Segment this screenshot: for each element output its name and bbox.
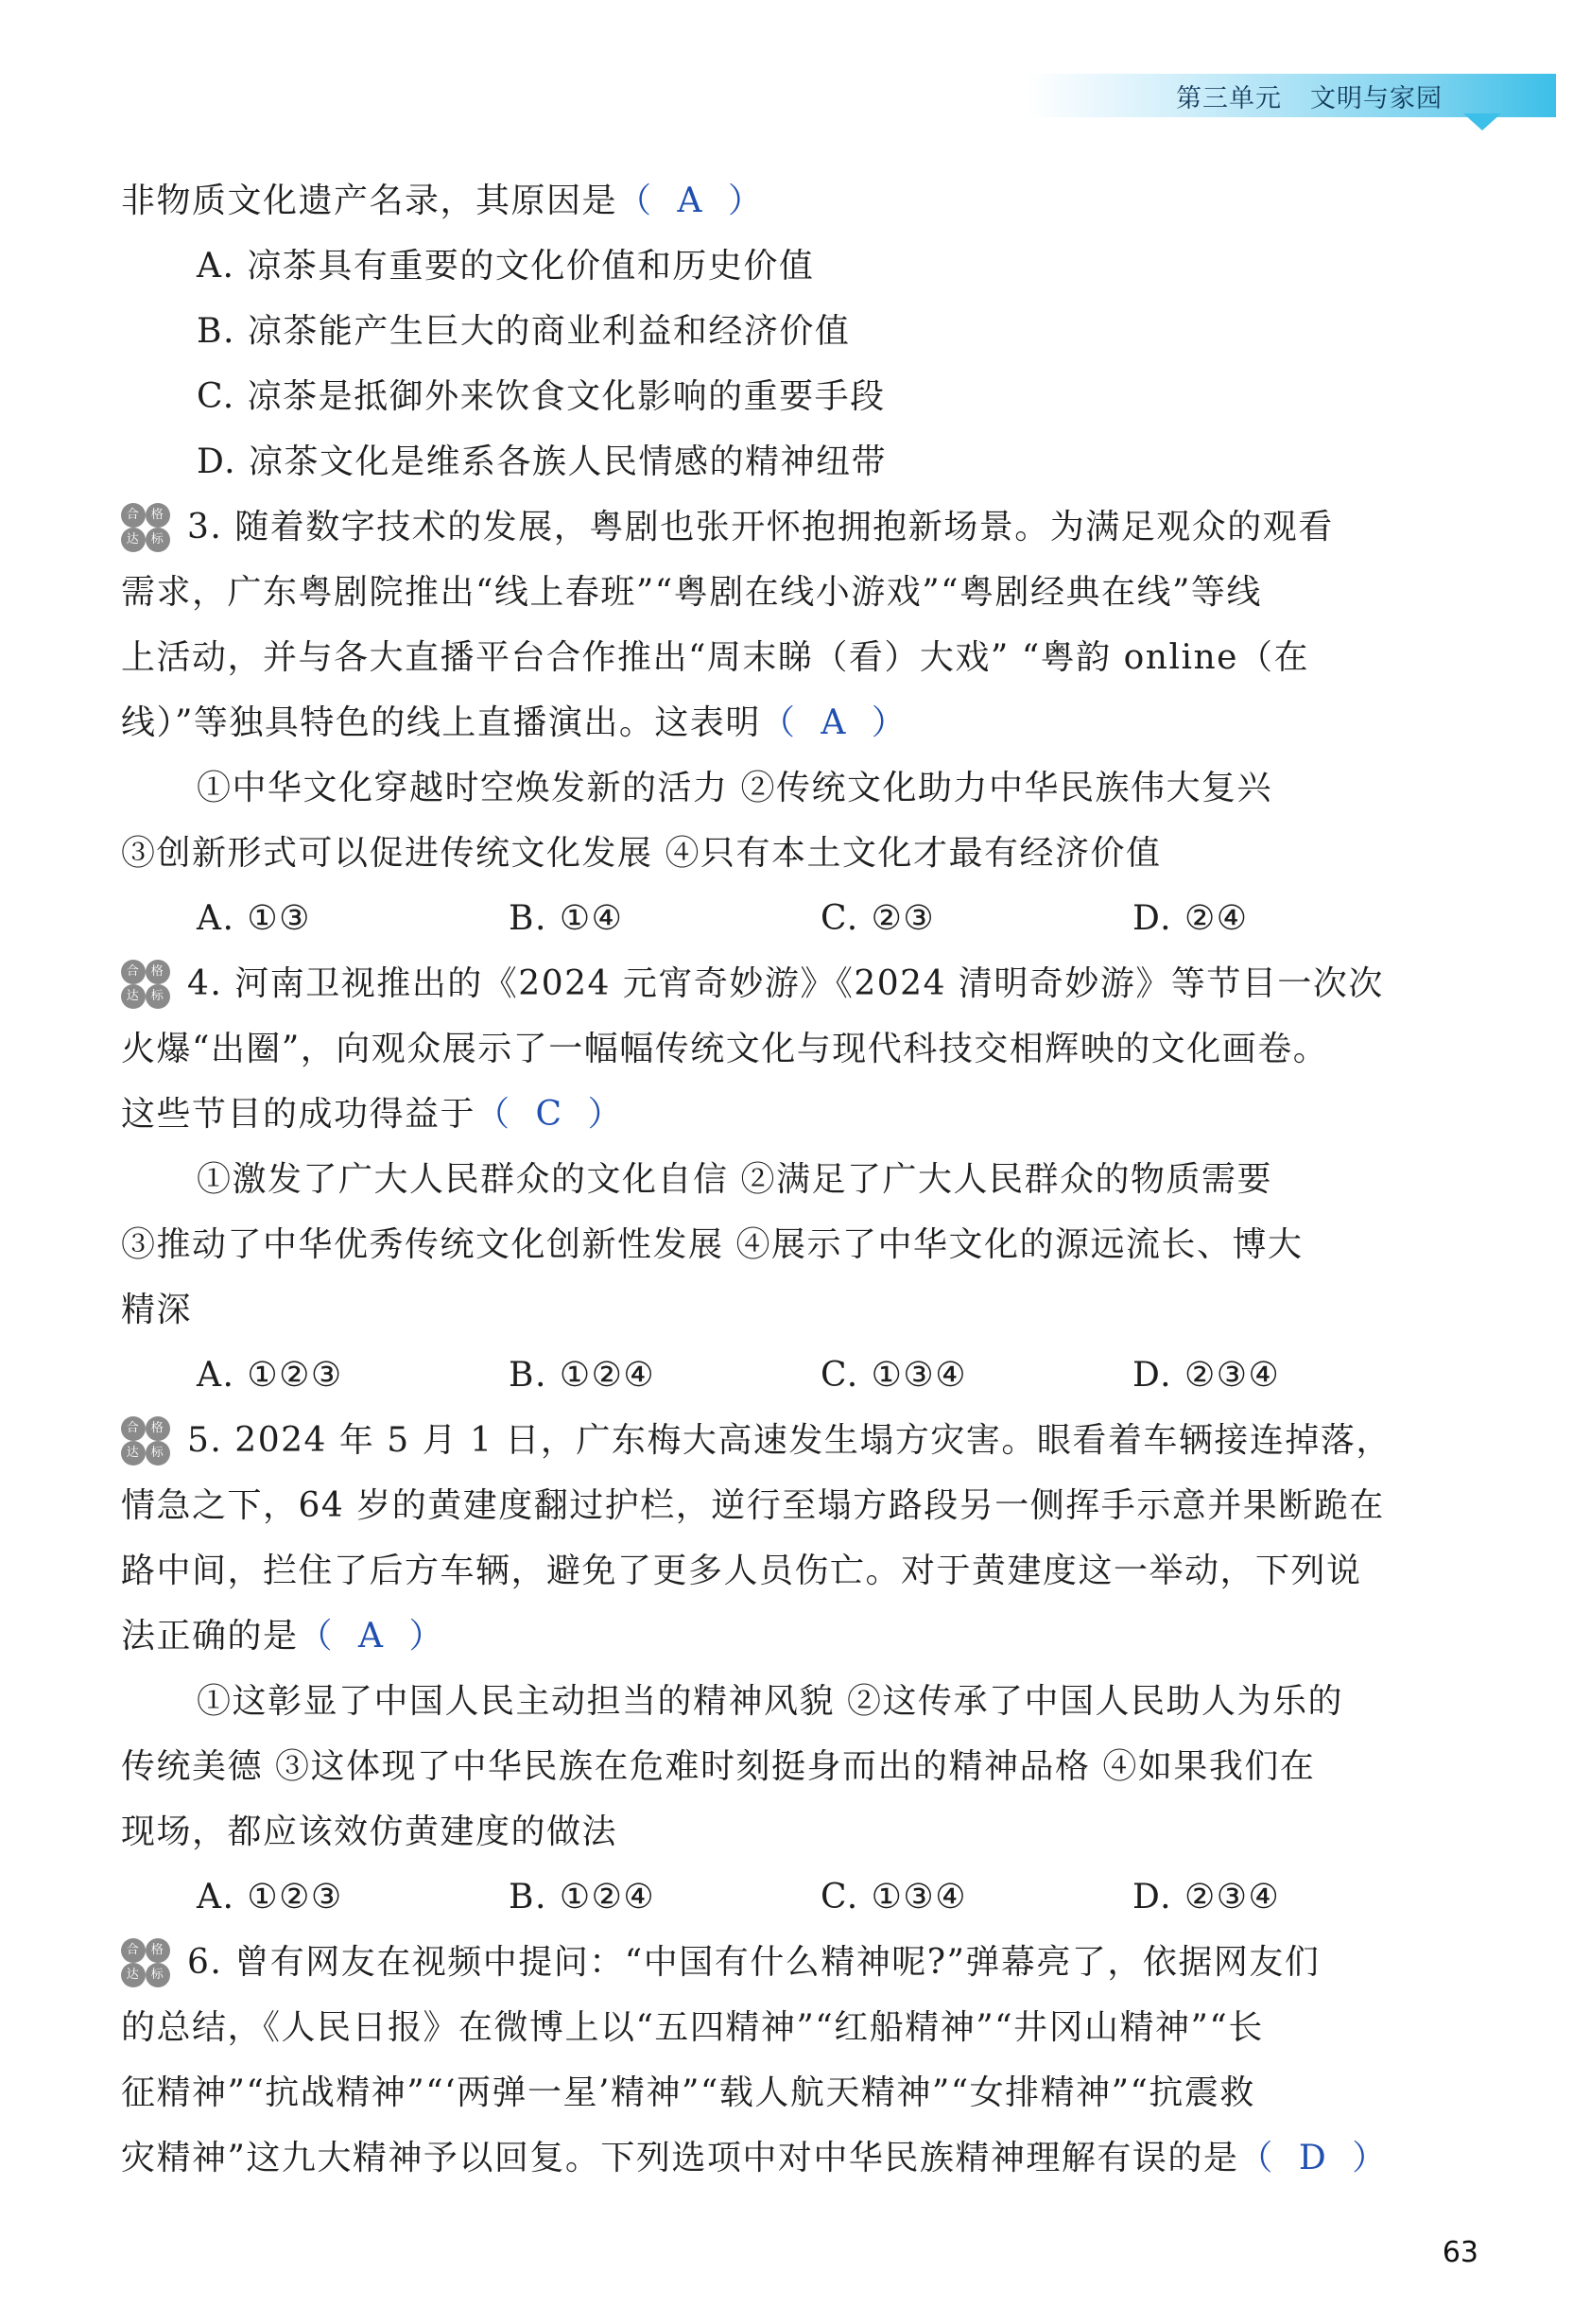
- q6-stem-line-4: [121, 2125, 1444, 2191]
- q5-choices: [121, 1864, 1444, 1930]
- q3-choice-c: C. ②③: [821, 899, 936, 938]
- q5-stem-text-end: 法正确的是: [121, 1617, 299, 1656]
- q3-statement-line-2: ③创新形式可以促进传统文化发展 ④只有本土文化才最有经济价值: [121, 834, 1162, 873]
- qualified-badge-icon: 合 格 达 标: [121, 960, 180, 1009]
- exercise-content: [121, 168, 1444, 2191]
- q5-stem-line-3: 路中间，拦住了后方车辆，避免了更多人员伤亡。对于黄建度这一举动，下列说: [121, 1552, 1362, 1590]
- q4-stem-text-end: 这些节目的成功得益于: [121, 1095, 476, 1134]
- q3-stem-line-4: [121, 690, 1444, 755]
- q5-answer-letter: A: [358, 1617, 385, 1656]
- q4-choice-b: B. ①②④: [509, 1356, 656, 1395]
- q5-stem-line-1: [121, 1408, 1444, 1473]
- q6-stem-line-2: 的总结，《人民日报》在微博上以“五四精神”“红船精神”“井冈山精神”“长: [121, 2008, 1264, 2047]
- q2-option-d: D. 凉茶文化是维系各族人民情感的精神纽带: [197, 442, 887, 481]
- q3-stem-line-1: [121, 494, 1444, 560]
- q5-statement-line-2: 传统美德 ③这体现了中华民族在危难时刻挺身而出的精神品格 ④如果我们在: [121, 1747, 1316, 1786]
- q4-choice-d: D. ②③④: [1132, 1356, 1281, 1395]
- q6-stem-line-1: [121, 1930, 1444, 1995]
- q3-statement-line-1: ①中华文化穿越时空焕发新的活力 ②传统文化助力中华民族伟大复兴: [197, 769, 1272, 807]
- q5-stem-text: 5. 2024 年 5 月 1 日，广东梅大高速发生塌方灾害。眼看着车辆接连掉落，: [187, 1421, 1391, 1460]
- q4-choices: [121, 1343, 1444, 1408]
- q2-answer-letter: A: [677, 182, 704, 220]
- q6-stem-text-end: 灾精神”这九大精神予以回复。下列选项中对中华民族精神理解有误的是: [121, 2139, 1239, 2177]
- header-ribbon: [1027, 74, 1556, 117]
- q4-stem-line-3: [121, 1082, 1444, 1147]
- q2-stem: [121, 168, 1444, 234]
- q5-stem-line-2: 情急之下，64 岁的黄建度翻过护栏，逆行至塌方路段另一侧挥手示意并果断跪在: [121, 1486, 1385, 1525]
- unit-title: 文明与家园: [1310, 83, 1443, 113]
- q3-stem-line-2: 需求，广东粤剧院推出“线上春班”“粤剧在线小游戏”“粤剧经典在线”等线: [121, 573, 1262, 612]
- q3-answer-letter: A: [821, 703, 847, 742]
- qualified-badge-icon: 合 格 达 标: [121, 1938, 180, 1987]
- q3-choice-b: B. ①④: [509, 899, 624, 938]
- q5-choice-a: A. ①②③: [197, 1878, 343, 1916]
- qualified-badge-icon: 合 格 达 标: [121, 1416, 180, 1466]
- q2-answer: （ A ）: [617, 182, 764, 220]
- q4-stem-line-1: [121, 951, 1444, 1016]
- q6-stem-text: 6. 曾有网友在视频中提问：“中国有什么精神呢?”弹幕亮了，依据网友们: [187, 1943, 1321, 1982]
- q5-choice-c: C. ①③④: [821, 1878, 967, 1916]
- q3-choice-d: D. ②④: [1132, 899, 1249, 938]
- q4-choice-c: C. ①③④: [821, 1356, 967, 1395]
- q5-statement-line-3: 现场，都应该效仿黄建度的做法: [121, 1812, 618, 1851]
- q4-stem-text: 4. 河南卫视推出的《2024 元宵奇妙游》《2024 清明奇妙游》等节目一次次: [187, 964, 1384, 1003]
- page-number: 63: [1442, 2236, 1478, 2269]
- q6-answer-letter: D: [1298, 2139, 1328, 2177]
- q5-answer: （ A ）: [299, 1617, 445, 1656]
- q4-answer: （ C ）: [475, 1095, 623, 1134]
- q5-stem-line-4: [121, 1604, 1444, 1669]
- q3-stem-line-3: 上活动，并与各大直播平台合作推出“周末睇（看）大戏” “粤韵 online（在: [121, 638, 1309, 677]
- q4-stem-line-2: 火爆“出圈”，向观众展示了一幅幅传统文化与现代科技交相辉映的文化画卷。: [121, 1030, 1329, 1068]
- q3-choices: [121, 886, 1444, 951]
- q6-stem-line-3: 征精神”“抗战精神”“‘两弹一星’精神”“载人航天精神”“女排精神”“抗震救: [121, 2073, 1255, 2112]
- q3-stem-text: 3. 随着数字技术的发展，粤剧也张开怀抱拥抱新场景。为满足观众的观看: [187, 508, 1334, 546]
- q5-choice-b: B. ①②④: [509, 1878, 656, 1916]
- q2-option-b: B. 凉茶能产生巨大的商业利益和经济价值: [197, 312, 851, 351]
- q4-answer-letter: C: [535, 1095, 563, 1134]
- q4-statement-line-3: 精深: [121, 1291, 193, 1329]
- unit-label: 第三单元: [1176, 83, 1282, 113]
- q2-option-a: A. 凉茶具有重要的文化价值和历史价值: [197, 247, 815, 286]
- q5-choice-d: D. ②③④: [1132, 1878, 1281, 1916]
- q3-answer: （ A ）: [761, 703, 907, 742]
- q3-choice-a: A. ①③: [197, 899, 311, 938]
- q5-statement-line-1: ①这彰显了中国人民主动担当的精神风貌 ②这传承了中国人民助人为乐的: [197, 1682, 1343, 1721]
- q2-stem-text: 非物质文化遗产名录，其原因是: [121, 182, 618, 220]
- q6-answer: （ D ）: [1238, 2139, 1387, 2177]
- q4-statement-line-2: ③推动了中华优秀传统文化创新性发展 ④展示了中华文化的源远流长、博大: [121, 1225, 1304, 1264]
- q4-choice-a: A. ①②③: [197, 1356, 343, 1395]
- qualified-badge-icon: 合 格 达 标: [121, 503, 180, 552]
- q4-statement-line-1: ①激发了广大人民群众的文化自信 ②满足了广大人民群众的物质需要: [197, 1160, 1272, 1199]
- header-tab-marker: [1463, 113, 1501, 130]
- q2-option-c: C. 凉茶是抵御外来饮食文化影响的重要手段: [197, 377, 886, 416]
- q3-stem-text-end: 线）”等独具特色的线上直播演出。这表明: [121, 703, 761, 742]
